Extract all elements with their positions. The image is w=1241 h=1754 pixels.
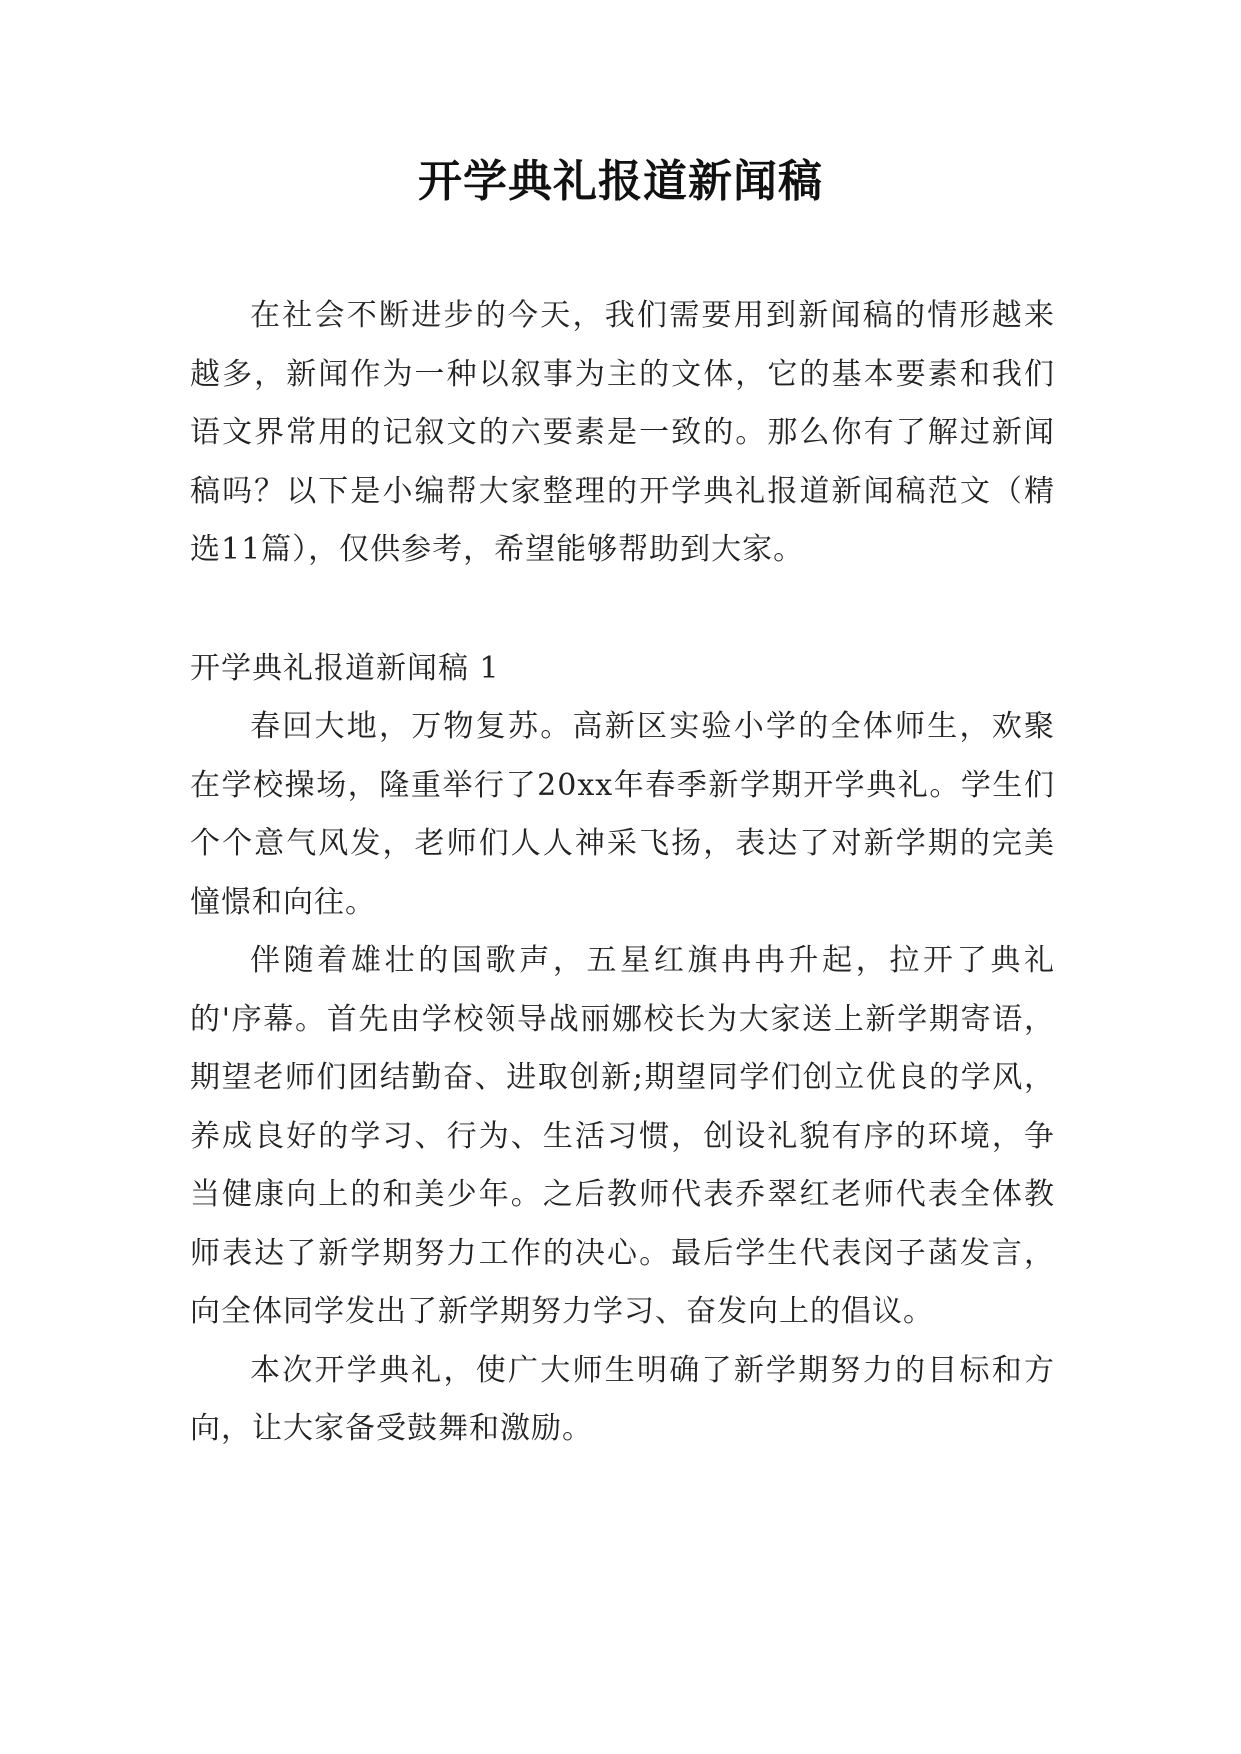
body-paragraph: 春回大地，万物复苏。高新区实验小学的全体师生，欢聚在学校操场，隆重举行了20xx年春季新学期开学典礼。学生们个个意气风发，老师们人人神采飞扬，表达了对新学期的完美憧憬和向往。 xyxy=(190,709,1055,920)
body-paragraph: 本次开学典礼，使广大师生明确了新学期努力的目标和方向，让大家备受鼓舞和激励。 xyxy=(190,1352,1055,1446)
intro-paragraph: 在社会不断进步的今天，我们需要用到新闻稿的情形越来越多，新闻作为一种以叙事为主的文体，它的基本要素和我们语文界常用的记叙文的六要素是一致的。那么你有了解过新闻稿吗？以下是小编帮大家整理的开学典礼报道新闻稿范文（精选11篇），仅供参考，希望能够帮助到大家。 xyxy=(190,298,1055,567)
body-paragraph: 伴随着雄壮的国歌声，五星红旗冉冉升起，拉开了典礼的'序幕。首先由学校领导战丽娜校长为大家送上新学期寄语，期望老师们团结勤奋、进取创新;期望同学们创立优良的学风，养成良好的学习、行为、生活习惯，创设礼貌有序的环境，争当健康向上的和美少年。之后教师代表乔翠红老师代表全体教师表达了新学期努力工作的决心。最后学生代表闵子菡发言，向全体同学发出了新学期努力学习、奋发向上的倡议。 xyxy=(190,943,1055,1329)
document-body xyxy=(190,287,1055,1459)
document-title: 开学典礼报道新闻稿 xyxy=(418,156,823,207)
section-heading: 开学典礼报道新闻稿 1 xyxy=(190,650,500,686)
